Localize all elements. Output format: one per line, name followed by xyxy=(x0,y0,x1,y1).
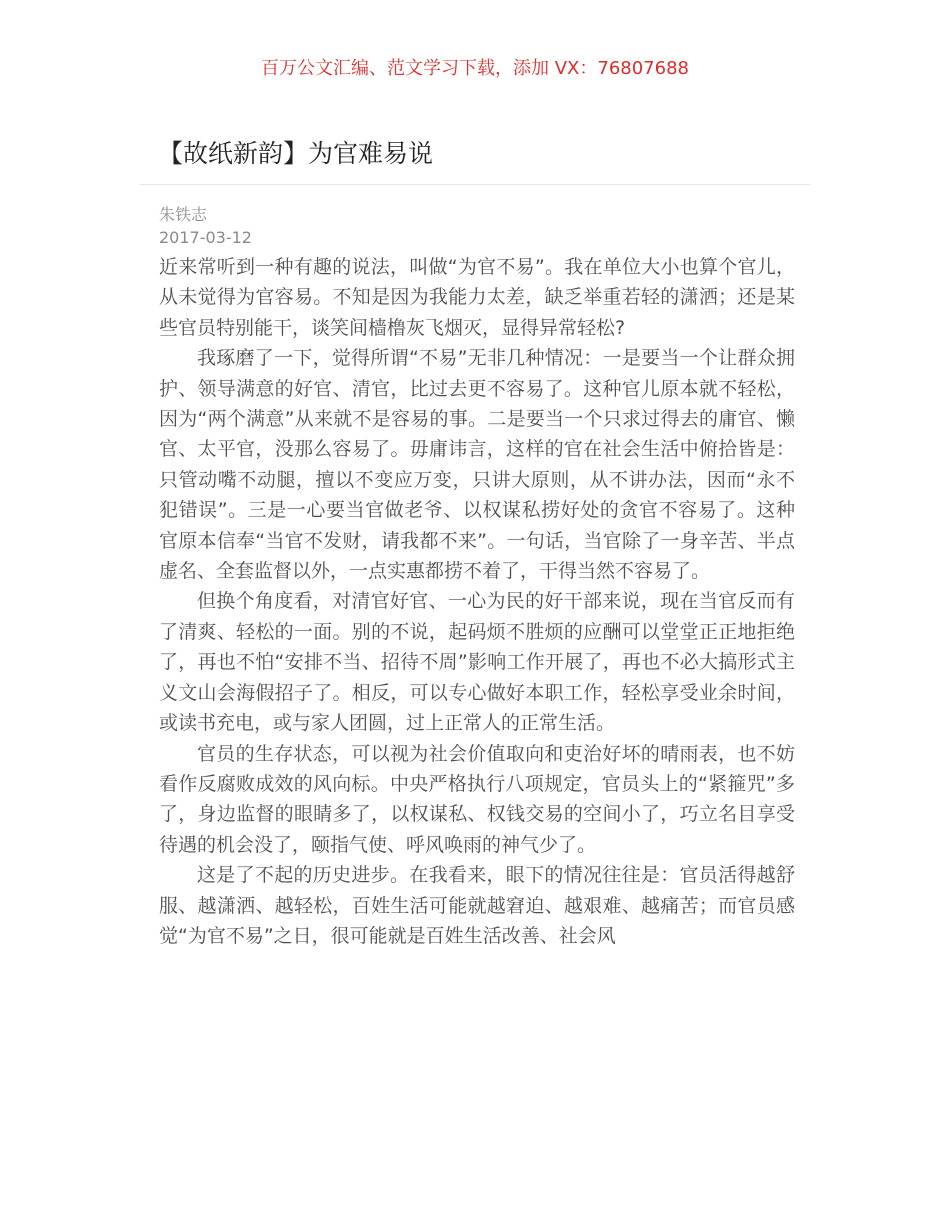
article-paragraph: 这是了不起的历史进步。在我看来，眼下的情况往往是：官员活得越舒服、越潇洒、越轻松，百姓生活可能就越窘迫、越艰难、越痛苦；而官员感觉“为官不易”之日，很可能就是百姓生活改善、社会风 xyxy=(159,864,795,947)
article-paragraph: 近来常听到一种有趣的说法，叫做“为官不易”。我在单位大小也算个官儿，从未觉得为官容易。不知是因为我能力太差，缺乏举重若轻的潇洒；还是某些官员特别能干，谈笑间樯橹灰飞烟灭，显得异常轻松? xyxy=(159,256,795,339)
promo-banner: 百万公文汇编、范文学习下载，添加 VX：76807688 xyxy=(261,58,689,79)
article-title: 【故纸新韵】为官难易说 xyxy=(158,139,434,168)
article-paragraph: 官员的生存状态，可以视为社会价值取向和吏治好坏的晴雨表，也不妨看作反腐败成效的风向标。中央严格执行八项规定，官员头上的“紧箍咒”多了，身边监督的眼睛多了，以权谋私、权钱交易的空间小了，巧立名目享受待遇的机会没了，颐指气使、呼风唤雨的神气少了。 xyxy=(159,742,795,856)
article-paragraph: 我琢磨了一下，觉得所谓“不易”无非几种情况：一是要当一个让群众拥护、领导满意的好官、清官，比过去更不容易了。这种官儿原本就不轻松，因为“两个满意”从来就不是容易的事。二是要当一个只求过得去的庸官、懒官、太平官，没那么容易了。毋庸讳言，这样的官在社会生活中俯拾皆是：只管动嘴不动腿，擅以不变应万变，只讲大原则，从不讲办法，因而“永不犯错误”。三是一心要当官做老爷、以权谋私捞好处的贪官不容易了。这种官原本信奉“当官不发财，请我都不来”。一句话，当官除了一身辛苦、半点虚名、全套监督以外，一点实惠都捞不着了，干得当然不容易了。 xyxy=(159,347,795,583)
title-divider xyxy=(140,184,810,185)
article-date: 2017-03-12 xyxy=(159,228,252,247)
article-paragraph: 但换个角度看，对清官好官、一心为民的好干部来说，现在当官反而有了清爽、轻松的一面。别的不说，起码烦不胜烦的应酬可以堂堂正正地拒绝了，再也不怕“安排不当、招待不周”影响工作开展了，再也不必大搞形式主义文山会海假招子了。相反，可以专心做好本职工作，轻松享受业余时间，或读书充电，或与家人团圆，过上正常人的正常生活。 xyxy=(159,590,795,735)
article-author: 朱铁志 xyxy=(159,205,208,224)
article-meta xyxy=(159,203,252,249)
article-body xyxy=(159,252,795,951)
